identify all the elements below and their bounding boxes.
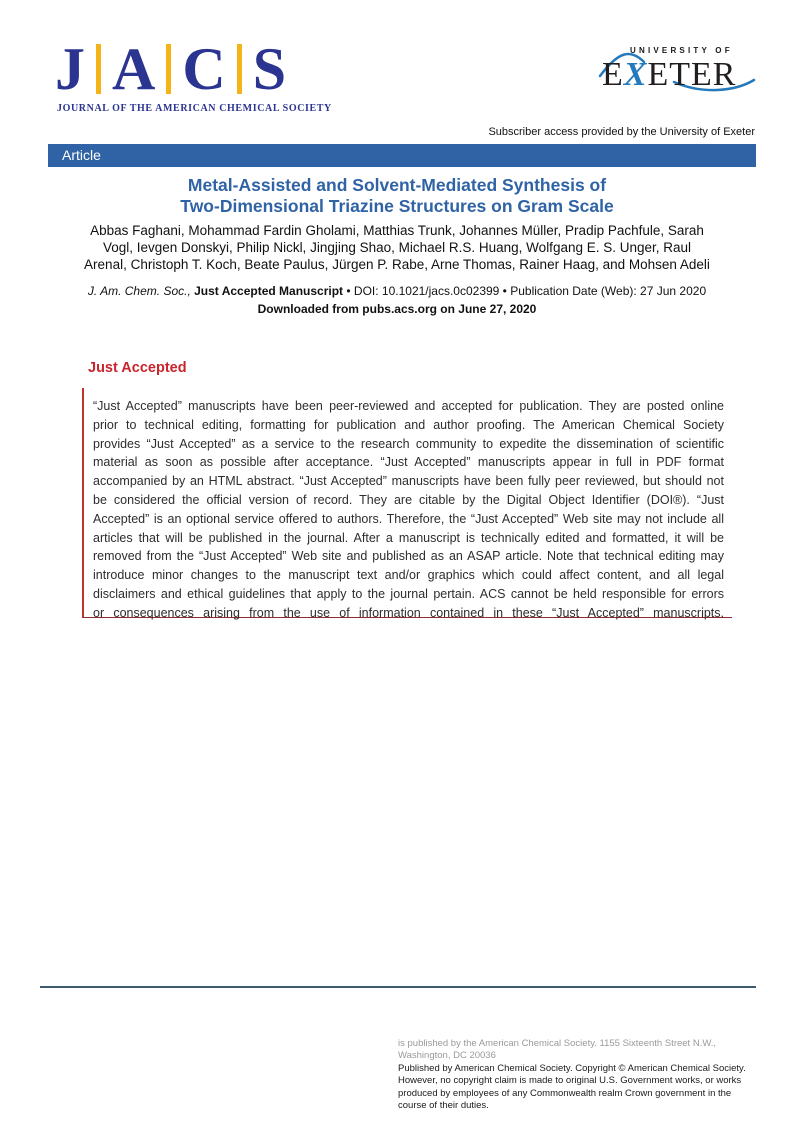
authors-line-1: Abbas Faghani, Mohammad Fardin Gholami, Matthias Trunk, Johannes Müller, Pradip Pachfule, Sarah [90,223,704,238]
jacs-letter-j: J [55,36,85,102]
article-banner-label: Article [62,147,101,163]
citation-line [0,284,794,298]
jacs-letter-c: C [182,36,226,102]
article-banner [48,144,756,167]
publisher-footer [398,1038,750,1112]
copyright-text: Published by American Chemical Society. Copyright © American Chemical Society. However, no copyright claim is made to original U.S. Government works, or works produced by employees of any Commonwealth realm Crown government in the course of their duties. [398,1062,746,1112]
title-line-1: Metal-Assisted and Solvent-Mediated Synthesis of [187,175,607,195]
just-accepted-paragraph: “Just Accepted” manuscripts have been peer-reviewed and accepted for publication. They are posted online prior to technical editing, formatting for publication and author proofing. The American Chemical Society provides “Just Accepted” as a service to the research community to expedite the dissemination of scientific material as soon as possible after acceptance. “Just Accepted” manuscripts appear in full in PDF format accompanied by an HTML abstract. “Just Accepted” manuscripts have been fully peer reviewed, but should not be considered the official version of record. They are citable by the Digital Object Identifier (DOI®). “Just Accepted” is an optional service offered to authors. Therefore, the “Just Accepted” Web site may not include all articles that will be published in the journal. After a manuscript is technically edited and formatted, it will be removed from the “Just Accepted” Web site and published as an ASAP article. Note that technical editing may introduce minor changes to the manuscript text and/or graphics which could affect content, and all legal disclaimers and ethical guidelines that apply to the journal pertain. ACS cannot be held responsible for errors or consequences arising from the use of information contained in these “Just Accepted” manuscripts. [93,399,724,620]
authors-line-3: Arenal, Christoph T. Koch, Beate Paulus, Jürgen P. Rabe, Arne Thomas, Rainer Haag, and Mohsen Adeli [84,257,710,272]
exeter-wordmark [602,56,736,94]
jacs-logo-tagline: JOURNAL OF THE AMERICAN CHEMICAL SOCIETY [57,103,332,114]
exeter-university-of-text: UNIVERSITY OF [630,46,733,55]
footer-divider-rule [40,986,756,988]
jacs-logo [55,38,332,114]
jacs-letter-s: S [252,36,287,102]
title-line-2: Two-Dimensional Triazine Structures on Gram Scale [180,196,614,216]
just-accepted-notice-box [82,388,732,618]
publisher-address-text: is published by the American Chemical Society. 1155 Sixteenth Street N.W., Washington, DC 20036 [398,1038,717,1062]
just-accepted-heading: Just Accepted [88,360,187,376]
page-title [0,175,794,217]
jacs-gold-bar [96,44,101,94]
exeter-letter-e: E [602,56,624,93]
jacs-letter-a: A [112,36,156,102]
downloaded-from-line: Downloaded from pubs.acs.org on June 27, 2020 [257,302,537,316]
author-list [47,222,747,273]
subscriber-access-line: Subscriber access provided by the University of Exeter [488,126,755,138]
jacs-logo-letters [55,38,332,100]
exeter-blue-x: X [623,56,648,93]
doi-and-pubdate: • DOI: 10.1021/jacs.0c02399 • Publication Date (Web): 27 Jun 2020 [343,284,707,298]
authors-line-2: Vogl, Ievgen Donskyi, Philip Nickl, Jingjing Shao, Michael R.S. Huang, Wolfgang E. S. Unger, Raul [102,240,692,255]
jacs-gold-bar [166,44,171,94]
university-of-exeter-logo [596,40,758,102]
exeter-letters-eter: ETER [647,56,737,93]
manuscript-status: Just Accepted Manuscript [194,284,344,298]
jacs-gold-bar [237,44,242,94]
journal-abbreviation: J. Am. Chem. Soc., [87,284,195,298]
